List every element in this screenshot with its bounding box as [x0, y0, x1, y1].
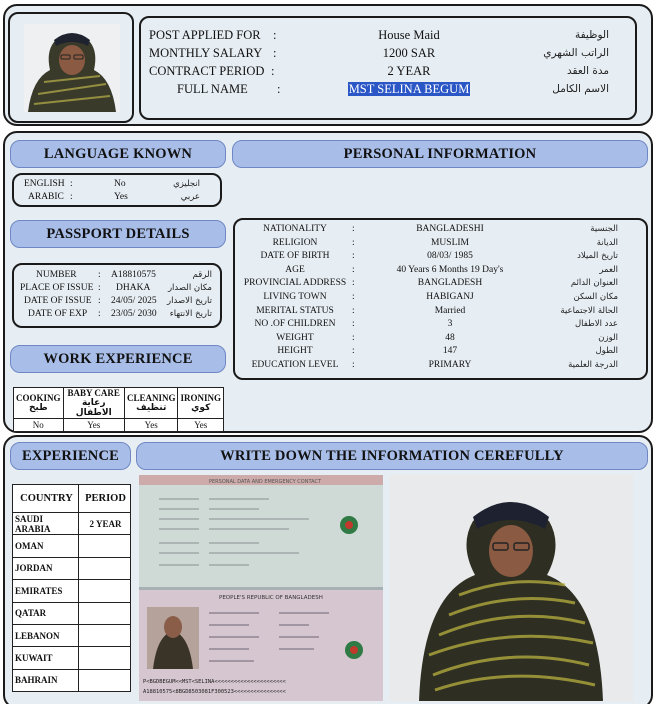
fullname-label-ar: الاسم الكامل — [552, 83, 609, 95]
colon: : — [70, 179, 73, 189]
personal-info-row — [235, 224, 646, 237]
personal-info-value: PRIMARY — [428, 360, 472, 370]
experience-table — [12, 484, 131, 692]
personal-info-label-ar: عدد الاطفال — [574, 319, 618, 330]
passport-label-ar: تاريخ الانتهاء — [169, 309, 212, 319]
experience-heading: EXPERIENCE — [10, 442, 131, 470]
colon: : — [70, 192, 73, 202]
colon: : — [98, 309, 101, 319]
colon: : — [98, 283, 101, 293]
experience-row — [13, 535, 131, 557]
period-cell: 2 YEAR — [79, 513, 131, 535]
scan-country-line: PEOPLE'S REPUBLIC OF BANGLADESH — [219, 595, 323, 601]
personal-info-box — [233, 218, 648, 380]
period-cell — [79, 624, 131, 646]
period-cell — [79, 602, 131, 624]
personal-info-value: 08/03/ 1985 — [427, 251, 473, 262]
personal-info-label: DATE OF BIRTH — [260, 251, 330, 262]
colon: : — [352, 305, 355, 316]
colon: : — [273, 28, 277, 42]
fullname-value[interactable] — [309, 82, 509, 97]
passport-scan-frame — [139, 475, 383, 701]
work-value-cell: Yes — [124, 419, 178, 432]
colon: : — [271, 64, 275, 78]
period-cell — [79, 535, 131, 557]
personal-info-row — [235, 319, 646, 332]
experience-row — [13, 602, 131, 624]
passport-label: DATE OF ISSUE — [24, 296, 92, 306]
personal-info-value: 40 Years 6 Months 19 Day's — [396, 264, 504, 275]
colon: : — [352, 360, 355, 370]
salary-value: 1200 SAR — [382, 46, 436, 60]
work-value-cell: No — [14, 419, 64, 432]
passport-value: 23/05/ 2030 — [111, 309, 157, 319]
passport-value: DHAKA — [116, 283, 151, 293]
passport-row — [14, 309, 220, 322]
personal-info-label-ar: الجنسية — [590, 224, 618, 234]
personal-info-label-ar: العنوان الدائم — [570, 278, 618, 289]
personal-info-row — [235, 265, 646, 278]
work-header-cell: CLEANING تنظيف — [124, 388, 178, 419]
header-section — [3, 4, 653, 126]
country-cell: QATAR — [13, 602, 79, 624]
work-header-cell: IRONING كوي — [178, 388, 224, 419]
personal-info-row — [235, 306, 646, 319]
personal-info-label-ar: الوزن — [598, 332, 618, 343]
full-body-photo — [389, 475, 633, 701]
passport-value: 24/05/ 2025 — [111, 296, 157, 306]
portrait-photo-frame — [8, 12, 134, 123]
colon: : — [352, 332, 355, 343]
personal-info-label-ar: مكان السكن — [573, 292, 618, 302]
work-value-cell: Yes — [178, 419, 224, 432]
language-name: ENGLISH — [24, 179, 65, 189]
passport-row — [14, 296, 220, 309]
personal-info-label-ar: تاريخ الميلاد — [577, 251, 618, 262]
personal-info-label: AGE — [285, 264, 305, 275]
personal-info-label: PROVINCIAL ADDRESS — [243, 278, 347, 289]
personal-info-label-ar: الديانة — [596, 237, 618, 248]
colon: : — [352, 237, 355, 248]
colon: : — [352, 251, 355, 262]
passport-label-ar: الرقم — [192, 270, 212, 280]
personal-info-label: RELIGION — [272, 237, 318, 248]
personal-info-row — [235, 346, 646, 359]
header-row — [149, 64, 629, 82]
passport-row — [14, 283, 220, 296]
personal-info-label: NATIONALITY — [263, 224, 327, 234]
experience-row — [13, 557, 131, 579]
personal-info-row — [235, 278, 646, 291]
colon: : — [352, 224, 355, 234]
colon: : — [98, 296, 101, 306]
personal-info-value: BANGLADESHI — [416, 224, 484, 234]
personal-info-label-ar: الطول — [595, 346, 618, 357]
header-row — [149, 82, 629, 100]
contract-value: 2 YEAR — [387, 64, 431, 78]
country-cell: JORDAN — [13, 557, 79, 579]
contract-label: CONTRACT PERIOD — [149, 64, 265, 78]
work-value-cell: Yes — [63, 419, 124, 432]
experience-row — [13, 513, 131, 535]
personal-info-value: 3 — [447, 319, 453, 330]
personal-info-value: 48 — [445, 332, 455, 343]
country-cell: OMAN — [13, 535, 79, 557]
personal-info-row — [235, 251, 646, 264]
passport-label-ar: مكان الصدار — [167, 283, 212, 293]
period-column-header: PERIOD — [79, 485, 131, 513]
country-cell: SAUDI ARABIA — [13, 513, 79, 535]
colon: : — [352, 292, 355, 302]
personal-info-label: EDUCATION LEVEL — [251, 360, 339, 370]
passport-scan — [139, 475, 383, 701]
personal-info-value: Married — [434, 305, 466, 316]
passport-label: PLACE OF ISSUE — [20, 283, 94, 293]
experience-row — [13, 647, 131, 669]
passport-box — [12, 263, 222, 328]
personal-info-label: WEIGHT — [276, 332, 314, 343]
fullname-highlight[interactable]: MST SELINA BEGUM — [348, 82, 470, 96]
passport-label-ar: تاريخ الاصدار — [167, 296, 212, 306]
colon: : — [277, 82, 281, 96]
country-cell: EMIRATES — [13, 580, 79, 602]
header-info-box — [139, 16, 637, 120]
personal-info-row — [235, 238, 646, 251]
period-cell — [79, 669, 131, 691]
colon: : — [352, 264, 355, 275]
passport-label: NUMBER — [36, 270, 77, 280]
colon: : — [273, 46, 277, 60]
work-header-cell: BABY CARE رعاية الاطفال — [63, 388, 124, 419]
period-cell — [79, 557, 131, 579]
work-experience-table — [13, 387, 224, 432]
post-value: House Maid — [378, 28, 440, 42]
scan-mrz-line-1: P<BGDBEGUM<<MST<SELINA<<<<<<<<<<<<<<<<<<<<<< — [143, 679, 286, 685]
personal-info-value: BANGLADESH — [417, 278, 483, 289]
period-cell — [79, 647, 131, 669]
bottom-section — [3, 435, 653, 704]
write-down-heading: WRITE DOWN THE INFORMATION CEREFULLY — [136, 442, 648, 470]
middle-section — [3, 131, 653, 433]
salary-label-ar: الراتب الشهري — [543, 47, 609, 59]
personal-info-value: HABIGANJ — [426, 292, 474, 302]
personal-info-value: MUSLIM — [430, 237, 469, 248]
country-cell: LEBANON — [13, 624, 79, 646]
country-cell: BAHRAIN — [13, 669, 79, 691]
scan-mrz-line-2: A18810575<8BGD8503081F300523<<<<<<<<<<<<<<<< — [143, 689, 286, 695]
experience-row — [13, 624, 131, 646]
header-row — [149, 28, 629, 46]
colon: : — [352, 278, 355, 289]
post-label-ar: الوظيفة — [574, 29, 609, 41]
personal-info-row — [235, 360, 646, 373]
full-body-photo-frame — [389, 475, 633, 701]
country-column-header: COUNTRY — [13, 485, 79, 513]
language-value: Yes — [114, 192, 128, 202]
passport-value: A18810575 — [111, 270, 156, 280]
work-experience-heading: WORK EXPERIENCE — [10, 345, 226, 373]
personal-info-row — [235, 292, 646, 305]
passport-row — [14, 270, 220, 283]
language-name-ar: انجليزي — [173, 179, 200, 189]
language-box — [12, 173, 222, 207]
personal-info-label: HEIGHT — [277, 346, 313, 357]
personal-info-label-ar: الدرجة العلمية — [568, 360, 618, 370]
country-cell: KUWAIT — [13, 647, 79, 669]
colon: : — [98, 270, 101, 280]
post-label: POST APPLIED FOR — [149, 28, 261, 42]
language-name: ARABIC — [28, 192, 64, 202]
personal-info-label-ar: العمر — [599, 264, 618, 275]
header-row — [149, 46, 629, 64]
passport-details-heading: PASSPORT DETAILS — [10, 220, 226, 248]
language-name-ar: عربي — [180, 192, 200, 202]
personal-info-label: LIVING TOWN — [263, 292, 327, 302]
language-known-heading: LANGUAGE KNOWN — [10, 140, 226, 168]
experience-row — [13, 669, 131, 691]
fullname-label: FULL NAME — [177, 82, 248, 96]
salary-label: MONTHLY SALARY — [149, 46, 263, 60]
personal-info-label: NO .OF CHILDREN — [254, 319, 336, 330]
language-value: No — [114, 179, 126, 189]
personal-info-label-ar: الحالة الاجتماعية — [560, 305, 618, 316]
scan-top-band-text: PERSONAL DATA AND EMERGENCY CONTACT — [209, 479, 322, 485]
contract-label-ar: مدة العقد — [567, 65, 609, 77]
experience-row — [13, 580, 131, 602]
work-header-cell: COOKING طبخ — [14, 388, 64, 419]
colon: : — [352, 319, 355, 330]
personal-info-label: MERITAL STATUS — [256, 305, 334, 316]
portrait-photo — [24, 24, 120, 112]
personal-info-value: 147 — [442, 346, 458, 357]
language-row — [14, 179, 220, 192]
personal-information-heading: PERSONAL INFORMATION — [232, 140, 648, 168]
language-row — [14, 192, 220, 205]
passport-label: DATE OF EXP — [28, 309, 88, 319]
period-cell — [79, 580, 131, 602]
personal-info-row — [235, 333, 646, 346]
colon: : — [352, 346, 355, 357]
